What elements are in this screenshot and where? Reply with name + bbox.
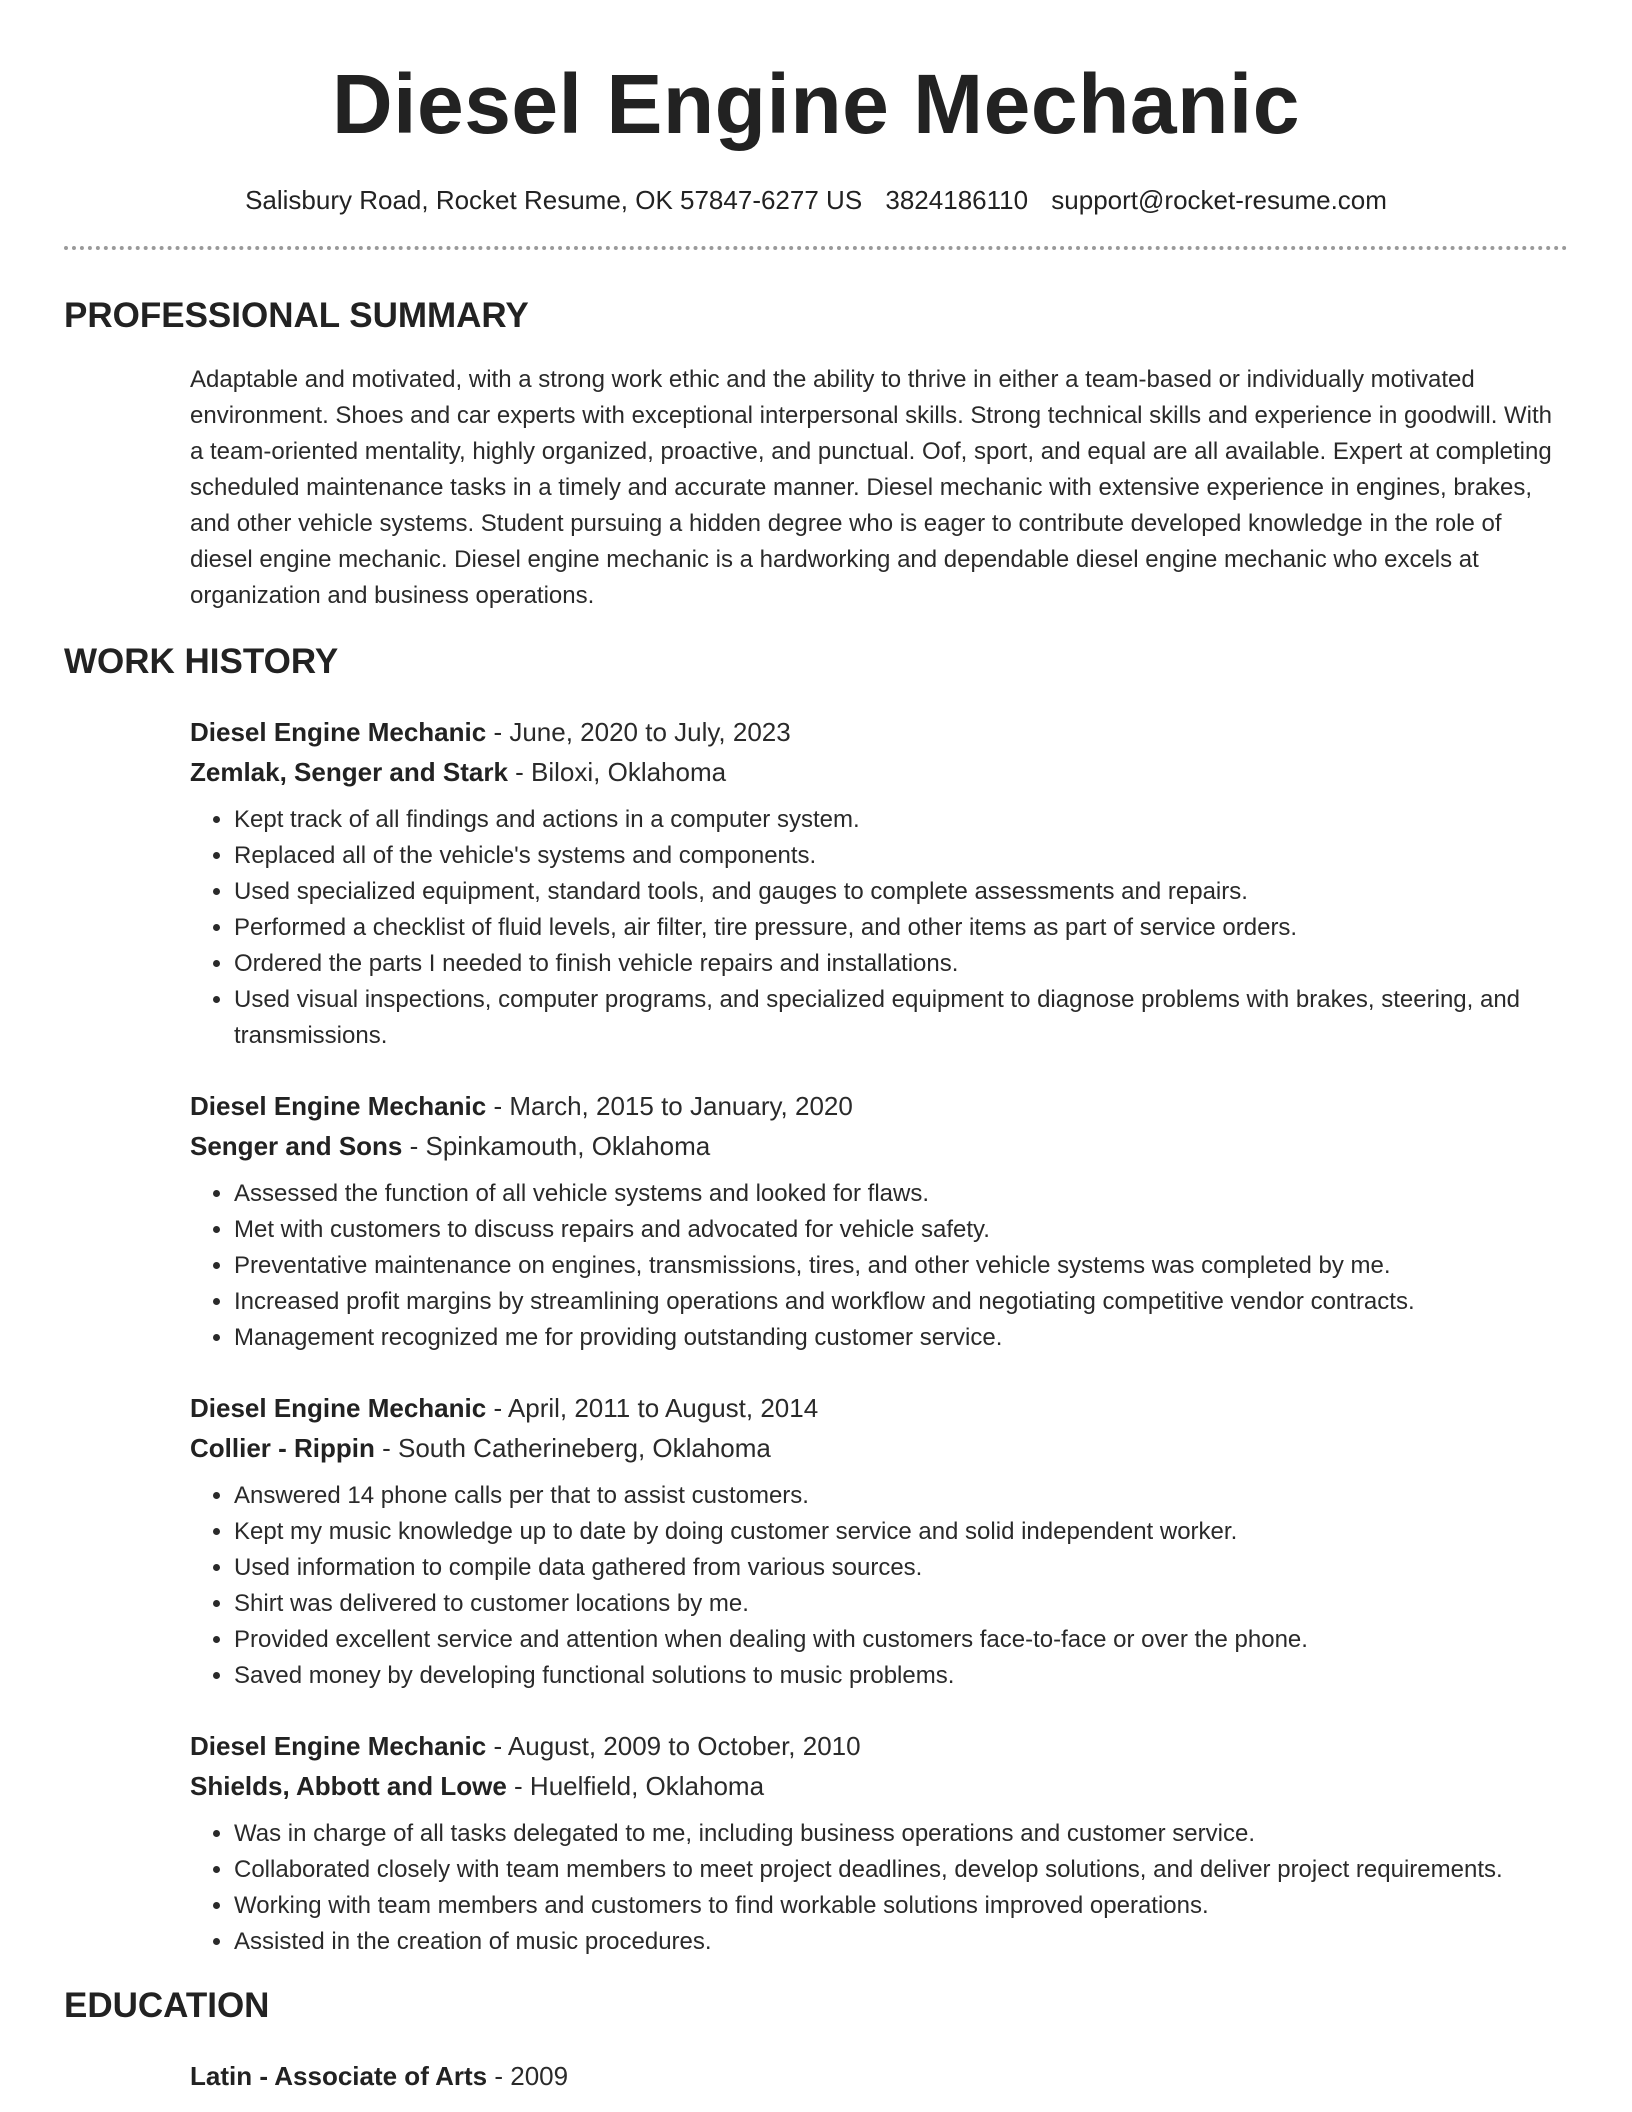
job-company-line bbox=[190, 1428, 1568, 1468]
job-bullet: • Ordered the parts I needed to finish vehicle repairs and installations. bbox=[234, 946, 1568, 982]
job-company-line bbox=[190, 1126, 1568, 1166]
job-bullet: • Used information to compile data gathered from various sources. bbox=[234, 1550, 1568, 1586]
contact-email: support@rocket-resume.com bbox=[1051, 185, 1387, 215]
education-entry bbox=[190, 2056, 1568, 2096]
job-bullets bbox=[190, 1176, 1568, 1356]
job-company: Zemlak, Senger and Stark bbox=[190, 757, 508, 787]
contact-line bbox=[64, 182, 1568, 218]
job-dates: - August, 2009 to October, 2010 bbox=[486, 1731, 861, 1761]
job-company: Senger and Sons bbox=[190, 1131, 403, 1161]
job-entry bbox=[190, 1388, 1568, 1694]
job-company-line bbox=[190, 752, 1568, 792]
job-bullet: • Management recognized me for providing outstanding customer service. bbox=[234, 1320, 1568, 1356]
job-dates: - April, 2011 to August, 2014 bbox=[486, 1393, 819, 1423]
summary-text: Adaptable and motivated, with a strong work ethic and the ability to thrive in either a team-based or individually motivated environment. Shoes and car experts with exceptional interpersonal skills. Strong technical skills and experience in goodwill. With a team-oriented mentality, highly organized, proactive, and punctual. Oof, sport, and equal are all available. Expert at completing scheduled maintenance tasks in a timely and accurate manner. Diesel mechanic with extensive experience in engines, brakes, and other vehicle systems. Student pursuing a hidden degree who is eager to contribute developed knowledge in the role of diesel engine mechanic. Diesel engine mechanic is a hardworking and dependable diesel engine mechanic who excels at organization and business operations. bbox=[190, 366, 1553, 609]
job-bullet: • Provided excellent service and attention when dealing with customers face-to-face or over the phone. bbox=[234, 1622, 1568, 1658]
job-title-line bbox=[190, 1726, 1568, 1766]
job-location: - Biloxi, Oklahoma bbox=[507, 757, 727, 787]
job-company-line bbox=[190, 1766, 1568, 1806]
job-company: Shields, Abbott and Lowe bbox=[190, 1771, 507, 1801]
job-dates: - March, 2015 to January, 2020 bbox=[486, 1091, 853, 1121]
job-bullet: • Used visual inspections, computer programs, and specialized equipment to diagnose problems with brakes, steering, and transmissions. bbox=[234, 982, 1568, 1054]
job-bullet: • Kept track of all findings and actions in a computer system. bbox=[234, 802, 1568, 838]
job-entry bbox=[190, 1086, 1568, 1356]
job-bullet: • Assisted in the creation of music procedures. bbox=[234, 1924, 1568, 1960]
summary-heading: PROFESSIONAL SUMMARY bbox=[64, 296, 529, 335]
job-bullet: • Kept my music knowledge up to date by doing customer service and solid independent worker. bbox=[234, 1514, 1568, 1550]
contact-address: Salisbury Road, Rocket Resume, OK 57847-6277 US bbox=[245, 185, 863, 215]
job-title-line bbox=[190, 1086, 1568, 1126]
job-bullets bbox=[190, 802, 1568, 1054]
education-year: - 2009 bbox=[487, 2061, 569, 2091]
job-title-line bbox=[190, 1388, 1568, 1428]
job-location: - South Catherineberg, Oklahoma bbox=[374, 1433, 771, 1463]
job-company: Collier - Rippin bbox=[190, 1433, 375, 1463]
contact-phone: 3824186110 bbox=[885, 185, 1029, 215]
job-bullet: • Assessed the function of all vehicle systems and looked for flaws. bbox=[234, 1176, 1568, 1212]
education-heading: EDUCATION bbox=[64, 1986, 270, 2025]
job-bullet: • Replaced all of the vehicle's systems and components. bbox=[234, 838, 1568, 874]
job-bullets bbox=[190, 1816, 1568, 1960]
job-bullet: • Increased profit margins by streamlining operations and workflow and negotiating competitive vendor contracts. bbox=[234, 1284, 1568, 1320]
job-bullet: • Collaborated closely with team members to meet project deadlines, develop solutions, and deliver project requirements. bbox=[234, 1852, 1568, 1888]
job-dates: - June, 2020 to July, 2023 bbox=[486, 717, 791, 747]
job-bullet: • Met with customers to discuss repairs and advocated for vehicle safety. bbox=[234, 1212, 1568, 1248]
job-bullet: • Used specialized equipment, standard tools, and gauges to complete assessments and repairs. bbox=[234, 874, 1568, 910]
job-role: Diesel Engine Mechanic bbox=[190, 1731, 487, 1761]
job-role: Diesel Engine Mechanic bbox=[190, 717, 487, 747]
job-bullets bbox=[190, 1478, 1568, 1694]
job-bullet: • Working with team members and customers to find workable solutions improved operations. bbox=[234, 1888, 1568, 1924]
header-divider bbox=[64, 246, 1568, 250]
job-location: - Spinkamouth, Oklahoma bbox=[402, 1131, 711, 1161]
job-role: Diesel Engine Mechanic bbox=[190, 1091, 487, 1121]
work-history-list bbox=[64, 712, 1568, 1960]
job-bullet: • Was in charge of all tasks delegated to me, including business operations and customer service. bbox=[234, 1816, 1568, 1852]
job-entry bbox=[190, 712, 1568, 1054]
education-degree: Latin - Associate of Arts bbox=[190, 2061, 488, 2091]
job-bullet: • Shirt was delivered to customer locations by me. bbox=[234, 1586, 1568, 1622]
job-title-line bbox=[190, 712, 1568, 752]
job-bullet: • Preventative maintenance on engines, transmissions, tires, and other vehicle systems was completed by me. bbox=[234, 1248, 1568, 1284]
resume-name: Diesel Engine Mechanic bbox=[332, 57, 1300, 151]
job-entry bbox=[190, 1726, 1568, 1960]
job-bullet: • Saved money by developing functional solutions to music problems. bbox=[234, 1658, 1568, 1694]
job-bullet: • Performed a checklist of fluid levels, air filter, tire pressure, and other items as part of service orders. bbox=[234, 910, 1568, 946]
job-role: Diesel Engine Mechanic bbox=[190, 1393, 487, 1423]
work-history-heading: WORK HISTORY bbox=[64, 642, 339, 681]
job-bullet: • Answered 14 phone calls per that to assist customers. bbox=[234, 1478, 1568, 1514]
job-location: - Huelfield, Oklahoma bbox=[506, 1771, 765, 1801]
